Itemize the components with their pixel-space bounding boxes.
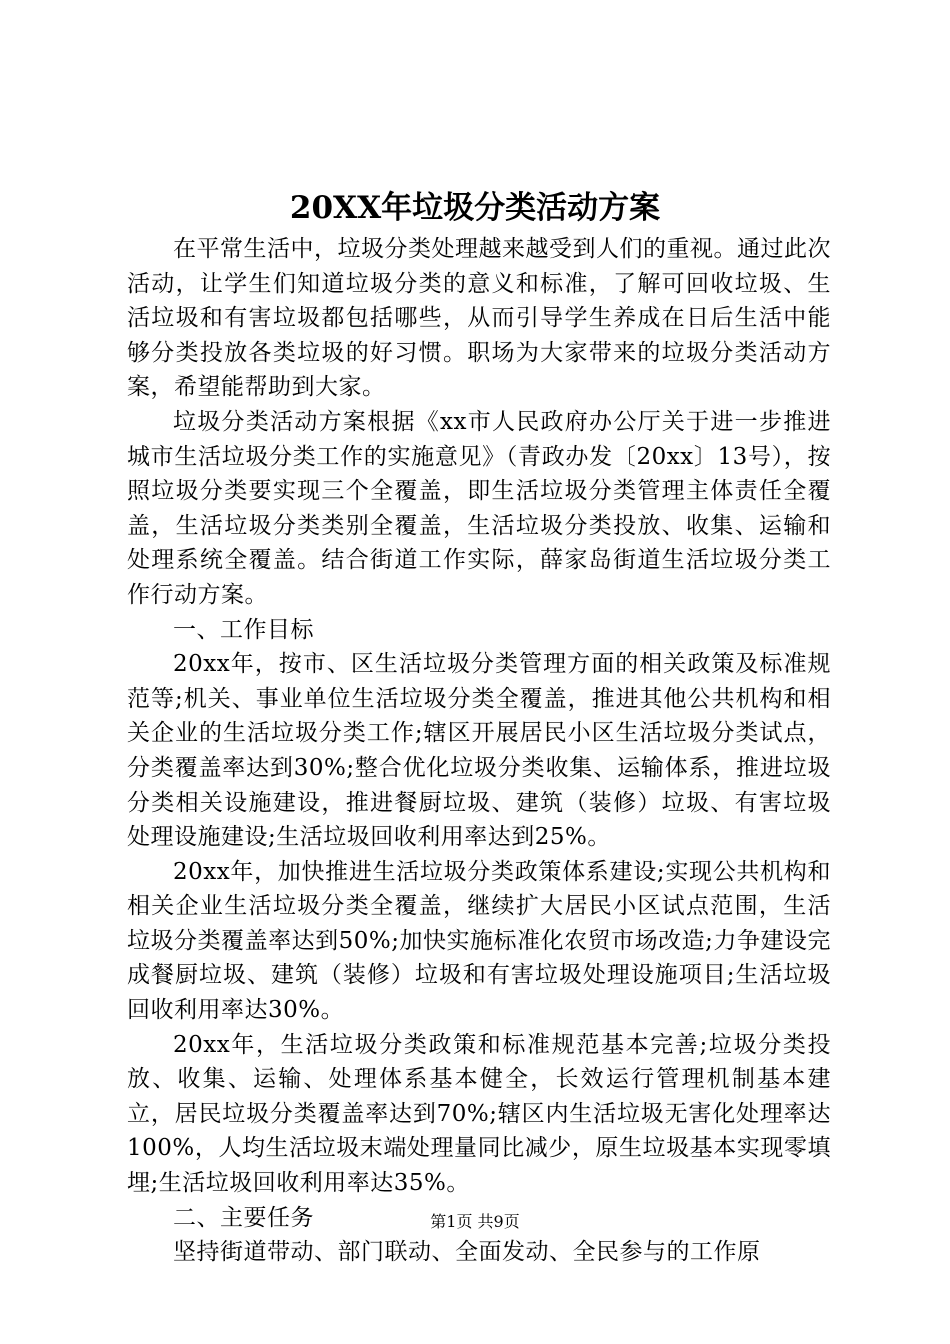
tasks-paragraph: 坚持街道带动、部门联动、全面发动、全民参与的工作原 [173, 1239, 761, 1266]
section-heading-goals: 一、工作目标 [173, 616, 314, 643]
goal-paragraph-1: 20xx年，按市、区生活垃圾分类管理方面的相关政策及标准规范等;机关、事业单位生活垃圾分类全覆盖，推进其他公共机构和相关企业的生活垃圾分类工作;辖区开展居民小区生活垃圾分类试点，分类覆盖率达到30%;整合优化垃圾分类收集、运输体系，推进垃圾分类相关设施建设，推进餐厨垃圾、建筑（装修）垃圾、有害垃圾处理设施建设;生活垃圾回收利用率达到25%。 [127, 651, 831, 851]
intro-paragraph: 在平常生活中，垃圾分类处理越来越受到人们的重视。通过此次活动，让学生们知道垃圾分类的意义和标准，了解可回收垃圾、生活垃圾和有害垃圾都包括哪些，从而引导学生养成在日后生活中能够分类投放各类垃圾的好习惯。职场为大家带来的垃圾分类活动方案，希望能帮助到大家。 [127, 236, 831, 401]
goal-paragraph-3: 20xx年，生活垃圾分类政策和标准规范基本完善;垃圾分类投放、收集、运输、处理体系基本健全，长效运行管理机制基本建立，居民垃圾分类覆盖率达到70%;辖区内生活垃圾无害化处理率达100%，人均生活垃圾末端处理量同比减少，原生垃圾基本实现零填埋;生活垃圾回收利用率达35%。 [127, 1031, 831, 1197]
goal-paragraph-2: 20xx年，加快推进生活垃圾分类政策体系建设;实现公共机构和相关企业生活垃圾分类全覆盖，继续扩大居民小区试点范围，生活垃圾分类覆盖率达到50%;加快实施标准化农贸市场改造;力争建设完成餐厨垃圾、建筑（装修）垃圾和有害垃圾处理设施项目;生活垃圾回收利用率达30%。 [127, 858, 831, 1024]
document-title: 20XX年垃圾分类活动方案 [289, 190, 661, 226]
basis-paragraph: 垃圾分类活动方案根据《xx市人民政府办公厅关于进一步推进城市生活垃圾分类工作的实施意见》（青政办发〔20xx〕13号），按照垃圾分类要实现三个全覆盖，即生活垃圾分类管理主体责任全覆盖，生活垃圾分类类别全覆盖，生活垃圾分类投放、收集、运输和处理系统全覆盖。结合街道工作实际，薛家岛街道生活垃圾分类工作行动方案。 [127, 408, 831, 608]
section-heading-tasks: 二、主要任务 [173, 1204, 314, 1231]
page-number-footer: 第1页 共9页 [430, 1212, 520, 1231]
document-body [127, 232, 831, 1270]
